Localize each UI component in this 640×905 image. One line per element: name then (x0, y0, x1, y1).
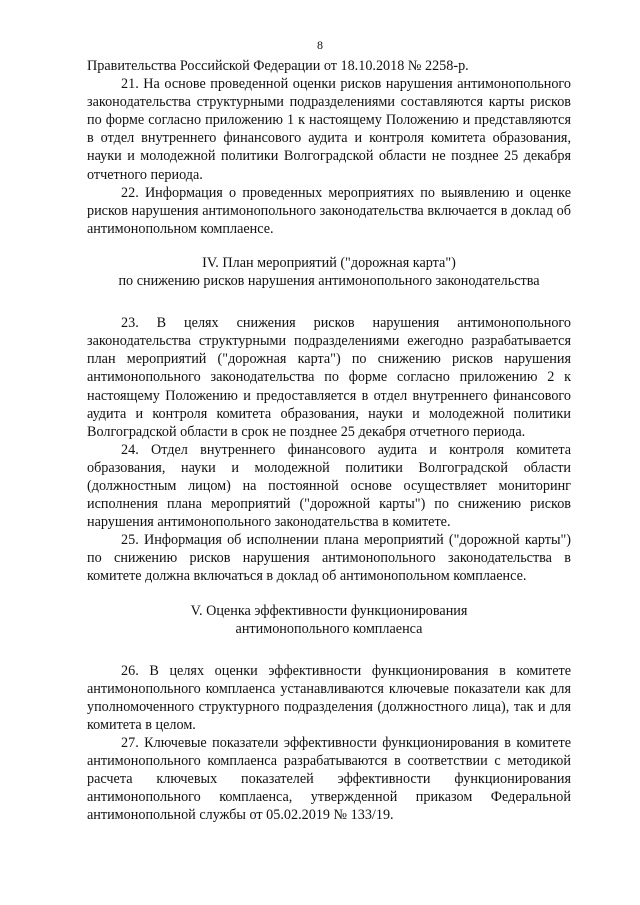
paragraph-26: 26. В целях оценки эффективности функционирования в комитете антимонопольного комплаенса устанавливаются ключевые показатели как для уполномоченного структурного подразделения (должностного лица), так и для комитета в целом. (87, 662, 571, 733)
document-body (87, 57, 571, 825)
section-iv-heading (87, 254, 571, 290)
paragraph-22: 22. Информация о проведенных мероприятиях по выявлению и оценке рисков нарушения антимонопольного законодательства включается в доклад об антимонопольном комплаенсе. (87, 184, 571, 237)
spacer (87, 238, 571, 254)
page-number: 8 (317, 38, 323, 52)
paragraph-continuation: Правительства Российской Федерации от 18.10.2018 № 2258-р. (87, 58, 469, 74)
paragraph-25: 25. Информация об исполнении плана мероприятий ("дорожной карты") по снижению рисков нарушения антимонопольного законодательства в комитете должна включаться в доклад об антимонопольном комплаенсе. (87, 532, 571, 585)
section-iv-heading-line2: по снижению рисков нарушения антимонопольного законодательства (118, 273, 540, 290)
spacer (87, 638, 571, 662)
section-v-heading (87, 602, 571, 638)
paragraph-21: 21. На основе проведенной оценки рисков нарушения антимонопольного законодательства структурными подразделениями составляются карты рисков по форме согласно приложению 1 к настоящему Положению и представляются в отдел внутреннего финансового аудита и контроля комитета образования, науки и молодежной политики Волгоградской области не позднее 25 декабря отчетного периода. (87, 76, 571, 183)
section-v-heading-line1: V. Оценка эффективности функционирования (190, 602, 468, 619)
spacer (87, 290, 571, 314)
paragraph-23: 23. В целях снижения рисков нарушения антимонопольного законодательства структурными подразделениями ежегодно разрабатывается план мероприятий ("дорожная карта") по снижению рисков нарушения антимонопольного законодательства по форме согласно приложению 2 к настоящему Положению и предоставляется в отдел внутреннего финансового аудита и контроля комитета образования, науки и молодежной политики Волгоградской области в срок не позднее 25 декабря отчетного периода. (87, 315, 571, 440)
section-v-heading-line2: антимонопольного комплаенса (235, 620, 423, 637)
paragraph-24: 24. Отдел внутреннего финансового аудита и контроля комитета образования, науки и молодежной политики Волгоградской области (должностным лицом) на постоянной основе осуществляет мониторинг исполнения плана мероприятий ("дорожной карты") по снижению рисков нарушения антимонопольного законодательства в комитете. (87, 441, 571, 531)
paragraph-27: 27. Ключевые показатели эффективности функционирования в комитете антимонопольного комплаенса разрабатываются в соответствии с методикой расчета ключевых показателей эффективности функционирования антимонопольного комплаенса, утвержденной приказом Федеральной антимонопольной службы от 05.02.2019 № 133/19. (87, 735, 571, 824)
spacer (87, 586, 571, 602)
section-iv-heading-line1: IV. План мероприятий ("дорожная карта") (202, 254, 456, 271)
